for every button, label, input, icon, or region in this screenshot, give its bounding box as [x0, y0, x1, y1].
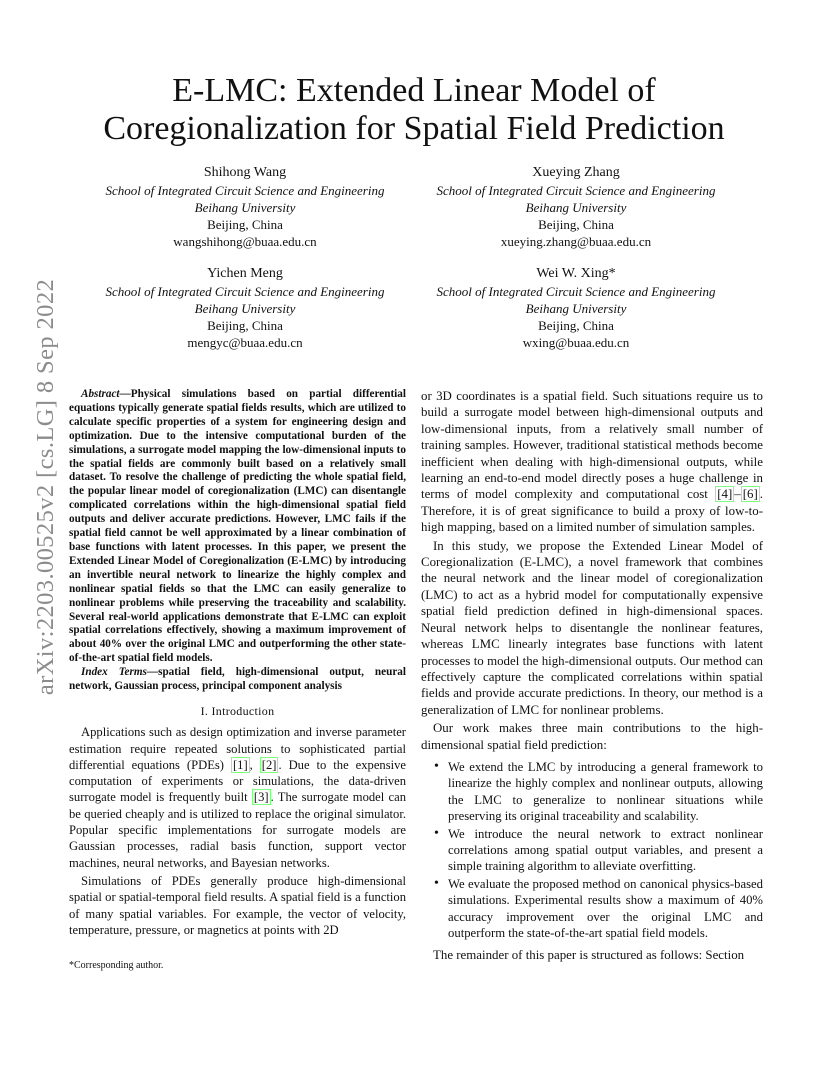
citation-link[interactable]: [1] — [232, 757, 248, 772]
text-run: – — [734, 487, 741, 502]
list-item: • We evaluate the proposed method on canonical physics-based simulations. Experimental results show a maximum of 40% accuracy improvement over the original LMC and outperform the state-of-the-art spatial field models. — [448, 876, 763, 942]
author-name: Xueying Zhang — [532, 165, 620, 180]
author-university: Beihang University — [194, 200, 296, 215]
author-name: Yichen Meng — [207, 266, 283, 281]
index-terms — [69, 666, 406, 694]
author-university: Beihang University — [525, 200, 627, 215]
left-column — [69, 388, 406, 940]
author-email: xueying.zhang@buaa.edu.cn — [500, 234, 652, 249]
arxiv-identifier-sidebar — [26, 278, 66, 696]
index-terms-label: Index Terms — [81, 666, 147, 679]
list-item: • We introduce the neural network to extract nonlinear correlations among spatial output variables, and present a simple training algorithm to alleviate overfitting. — [448, 826, 763, 875]
intro-paragraph-4: Our work makes three main contributions to the high-dimensional spatial field prediction: — [421, 721, 763, 752]
abstract-text: —Physical simulations based on partial differential equations typically generate spatial fields results, which are utilized to calculate specific properties of a system for engineering design and optimization. Due to the intensive computational burden of the simulations, a surrogate model mapping the low-dimensional inputs to the spatial fields are commonly built based on a relatively small dataset. To resolve the challenge of predicting the whole spatial field, the popular linear model of coregionalization (LMC) can disentangle complicated correlations within the high-dimensional spatial field outputs and deliver accurate predictions. However, LMC fails if the spatial field cannot be well approximated by a linear combination of base functions with latent processes. In this paper, we present the Extended Linear Model of Coregionalization (E-LMC) by introducing an invertible neural network to linearize the highly complex and nonlinear spatial fields so that the LMC can easily generalize to nonlinear problems while preserving the traceability and scalability. Several real-world applications demonstrate that E-LMC can exploit spatial correlations effectively, showing a maximum improvement of about 40% over the original LMC and outperforming the other state-of-the-art spatial field models. — [69, 388, 406, 665]
author-location: Beijing, China — [538, 217, 614, 232]
citation-link[interactable]: [2] — [261, 757, 277, 772]
intro-paragraph-5: The remainder of this paper is structured as follows: Section — [433, 948, 745, 963]
intro-paragraph-2-continued — [421, 388, 763, 536]
author-affiliation: School of Integrated Circuit Science and Engineering — [436, 284, 716, 299]
text-run: Applications such as design optimization and inverse parameter estimation require repeated solutions to sophisticated partial differential equations (PDEs) — [69, 725, 406, 772]
text-run: . Therefore, it is of great significance to build a proxy of low-to-high mapping, based on a limited number of simulation samples. — [421, 487, 763, 535]
footnote-corresponding-author: *Corresponding author. — [69, 960, 164, 971]
author-university: Beihang University — [525, 301, 627, 316]
author-email: wxing@buaa.edu.cn — [522, 335, 630, 350]
intro-paragraph-3: In this study, we propose the Extended Linear Model of Coregionalization (E-LMC), a novel framework that combines the neural network and the linear model of coregionalization (LMC) to act as a hybrid model for computationally expensive spatial field prediction defined in high-dimensional spaces. Neural network helps to disentangle the nonlinear features, whereas LMC linearly integrates base functions with latent processes to model the high-dimensional outputs. Our method can effectively capture the complicated correlations within spatial fields and provide accurate predictions. In theory, our method is a generalization of LMC for nonlinear problems. — [421, 538, 763, 717]
section-heading-introduction: I. Introduction — [200, 703, 275, 718]
author-affiliation: School of Integrated Circuit Science and Engineering — [436, 183, 716, 198]
author-block-3 — [75, 265, 415, 351]
author-block-4 — [406, 265, 746, 351]
author-affiliation: School of Integrated Circuit Science and Engineering — [105, 183, 385, 198]
author-location: Beijing, China — [538, 318, 614, 333]
author-email: wangshihong@buaa.edu.cn — [173, 234, 317, 249]
intro-paragraph-2: Simulations of PDEs generally produce high-dimensional spatial or spatial-temporal field results. A spatial field is a function of many spatial variables. For example, the vector of velocity, temperature, pressure, or magnetics at points with 2D — [69, 873, 406, 937]
text-run: . The surrogate model can be queried cheaply and is utilized to replace the original simulator. Popular specific implementations for surrogate models are Gaussian processes, radial basis function, support vector machines, neural networks, and Bayesian networks. — [69, 790, 406, 870]
author-location: Beijing, China — [207, 217, 283, 232]
arxiv-identifier-text: arXiv:2203.00525v2 [cs.LG] 8 Sep 2022 — [32, 278, 59, 696]
abstract-label: Abstract — [81, 388, 120, 400]
author-university: Beihang University — [194, 301, 296, 316]
citation-link[interactable]: [4] — [717, 487, 733, 502]
contributions-list — [421, 759, 763, 941]
author-name: Shihong Wang — [203, 165, 287, 180]
author-block-1 — [75, 164, 415, 250]
abstract — [69, 388, 406, 666]
citation-link[interactable]: [6] — [742, 487, 758, 502]
paper-title: E-LMC: Extended Linear Model of Coregionalization for Spatial Field Prediction — [103, 72, 725, 147]
author-location: Beijing, China — [207, 318, 283, 333]
intro-paragraph-1 — [69, 724, 406, 871]
text-run: or 3D coordinates is a spatial field. Such situations require us to build a surrogate model between high-dimensional outputs and low-dimensional inputs, from a relatively small number of training samples. However, traditional statistical methods become inefficient when dealing with high-dimensional outputs, while learning an end-to-end model directly poses a huge challenge in terms of model complexity and computational cost — [421, 389, 763, 502]
citation-link[interactable]: [3] — [253, 790, 269, 805]
list-item: • We extend the LMC by introducing a general framework to linearize the highly complex and nonlinear outputs, allowing the LMC to generalize to nonlinear situations while preserving its original traceability and scalability. — [448, 759, 763, 825]
index-terms-text: —spatial field, high-dimensional output, neural network, Gaussian process, principal component analysis — [69, 666, 406, 693]
author-affiliation: School of Integrated Circuit Science and Engineering — [105, 284, 385, 299]
right-column — [421, 388, 763, 966]
author-block-2 — [406, 164, 746, 250]
text-run: . Due to the expensive computation of experiments or simulations, the data-driven surrogate model is frequently built — [69, 757, 407, 805]
author-name: Wei W. Xing* — [536, 266, 616, 281]
text-run: , — [249, 757, 260, 772]
author-email: mengyc@buaa.edu.cn — [187, 335, 303, 350]
